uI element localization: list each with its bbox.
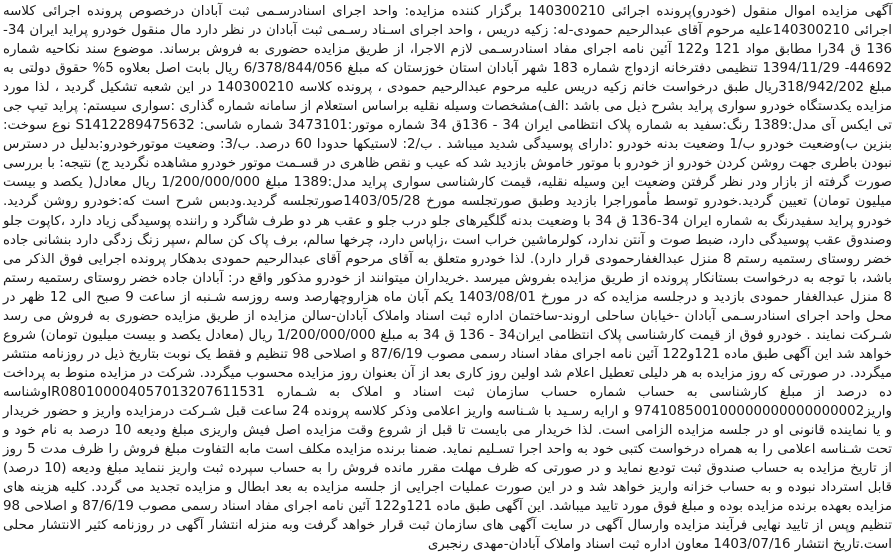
- auction-notice: [3, 2, 893, 553]
- notice-body-text: آگهی مزایده اموال منقول (خودرو)پرونده اجرائی 140300210 برگزار کننده مزایده: واحد اجرای اسنادرسـمی ثبت آبادان درخصوص پرونده اجرائی کلاسه اجرائی 140300210علیه مرحوم آقای عبدالرحیم حمودی-له: زکیه دریس ، واحد اجرای اسـناد رسـمی ثبت آبادان در نظر دارد مال منقول خودرو پراید ایران 34-136 ق 34را مطابق مواد 121 و122 آئین نامه اجرای مفاد اسنادرسـمی لازم الاجرا، از طریق مزایده حضوری به فروش برساند. موضوع سند نکاحیه شماره 44692- 1394/11/29 تنظیمی دفترخانه ازدواج شماره 183 شهر آبادان استان خوزستان که مبلغ 6/378/844/056 ریال بابت اصل بعلاوه 5% حقوق دولتی به مبلغ 318/942/202ریال طبق درخواست خانم زکیه دریس علیه مرحوم عبدالرحیم حمودی ، پرونده کلاسه 140300210 در این شعبه تشکیل گردید ، لذا مورد مزایده یکدستگاه خودرو سواری پراید بشرح ذیل می باشد :الف)مشخصات وسیله نقلیه براساس استعلام از سامانه شماره گذاری :سواری سیستم: پراید تیپ جی تی ایکس آی مدل:1389 رنگ:سفید به شماره پلاک انتظامی ایران 34 - 136ق 34 شماره موتور:3473101 شماره شاسی: S1412289475632 نوع سوخت: بنزین ب)وضعیت خودرو ب/1 وضعیت بدنه خودرو :دارای پوسیدگی شدید میباشد . ب/2: لاستیکها حدودا 60 درصد. ب/3: وضعیت موتورخودرو:بدلیل در دسترس نبودن باطری جهت روشن کردن خودرو از خودرو با موتور خاموش بازدید شد که عیب و نقص ظاهری در قسـمت موتور خودرو مشاهده نگردید ج) نتیجه: با بررسی صورت گرفته از بازار ودر نظر گرفتن وضعیت این وسیله نقلیه، قیمت کارشناسی سواری پراید مدل:1389 مبلغ 1/200/000/000 ریال معادل( یکصد و بیست میلیون تومان) تعیین گردید.خودرو توسط مأموراجرا بازدید وطبق صورتجلسه مورخ 1403/05/28صورتجلسه گردید.ودبس شرح است که:خودرو روشن گردید. خودرو پراید سفیدرنگ به شماره ایران 34-136 ق 34 با وضعیت بدنه گلگیرهای جلو درب جلو و عقب هر دو طرف شاگرد و راننده پوسیدگی زیاد دارد ،کاپوت جلو وصندوق عقب پوسیدگی دارد، ضبط صوت و آنتن ندارد، کولرماشین خراب است ،زاپاس دارد، چرخها سالم، برف پاک کن سالم ،سپر زنگ زدگی دارد بنشانی جاده خضر روستای رستمیه رستم 8 منزل عبدالغفارحمودی قرار دارد). لذا خودرو متعلق به آقای مرحوم آقای عبدالرحیم حمودی بدهکار پرونده اجرایی فوق الذکر می باشد، با توجه به درخواست بستانکار پرونده از طریق مزایده بفروش میرسد .خریداران میتوانند از خودرو مذکور واقع در: آبادان جاده خضر روستای رستمیه رستم 8 منزل عبدالغفار حمودی بازدید و درجلسه مزایده که در مورخ 1403/08/01 یکم آبان ماه هزاروچهارصد وسه روزسه شـنبه از ساعت 9 صبح الی 12 ظهر در محل واحد اجرای اسنادرسـمی آبادان -خیابان ساحلی اروند-ساختمان اداره ثبت اسناد واملاک آبادان-سالن مزایده از طریق مزایده حضوری به فروش می رسد شـرکت نمایند . خودرو فوق از قیمت کارشناسی پلاک انتظامی ایران34 - 136 ق 34 به مبلغ 1/200/000/000 ریال (معادل یکصد و بیست میلیون تومان) شروع خواهد شد این آگهی طبق ماده 121و122 آئین نامه اجرای مفاد اسناد رسمی مصوب 87/6/19 و اصلاحی 98 تنظیم و فقط یک نوبت بتاریخ ذیل در روزنامه منتشر میگردد. در صورتی که روز مزایده به هر دلیلی تعطیل اعلام شد اولین روز کاری بعد از آن بعنوان روز مزایده محسوب میگردد. شرکت در مزایده منوط به پرداخت ده درصد از مبلغ کارشناسی به حساب شماره حساب سازمان ثبت اسناد و املاک به شـماره IR080100004057013207611531وشناسه واریز974108500100000000000000002 و ارایه رسـید با شـناسه واریز اعلامی وذکر کلاسه پرونده 24 ساعت قبل شـرکت درمزایده واریز و حضور خریدار و یا نماینده قانونی او در جلسه مزایده الزامی است. لذا خریدار می بایست تا قبل از شروع وقت مزایده اصل فیش واریزی مبلغ ودیعه 10 درصد به نام خود و تحت شـناسه اعلامی را به همراه درخواست کتبی خود به واحد اجرا تسـلیم نماید. ضمنا برنده مزایده مکلف است مابه التفاوت مبلغ فروش را ظرف مدت 5 روز از تاریخ مزایده به حساب صندوق ثبت تودیع نماید و در صورتی که ظرف مهلت مقرر مانده فروش را به حساب سپرده ثبت واریز ننماید مبلغ ودیعه (10 درصد) قابل استرداد نبوده و به حساب خزانه واریز خواهد شد و در این صورت عملیات اجرایی از جلسه مزایده به بعد ابطال و مزایده تجدید می گردد. کلیه هزینه های مزایده بعهده برنده مزایده بوده و مبلغ فوق مورد تایید میباشد. این آگهی طبق ماده 121و122 آئین نامه اجرای مفاد اسناد رسمی مصوب 87/6/19 و اصلاحی 98 تنظیم وپس از تایید نهایی فرآیند مزایده وارسال آگهی در سایت آگهی های سازمان ثبت قرار خواهد گرفت وبه منزله انتشار آگهی در روزنامه کثیر الانتشار محلی است.تاریخ انتشار 1403/07/16 معاون اداره ثبت اسناد واملاک آبادان-مهدی رنجبری: [3, 4, 893, 553]
